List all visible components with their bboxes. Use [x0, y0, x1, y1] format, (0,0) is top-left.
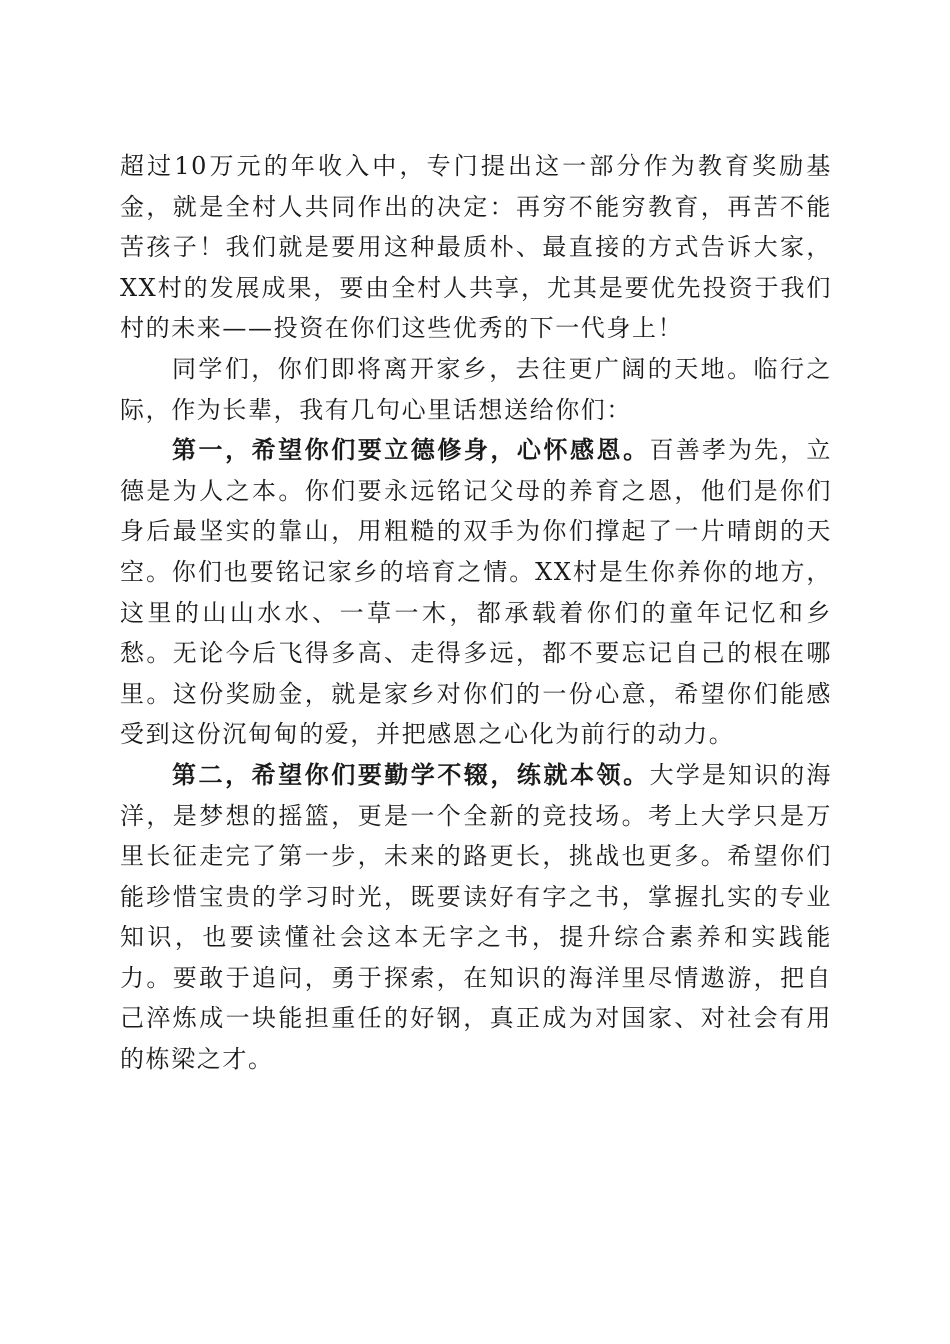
paragraph-point-two [120, 755, 832, 1080]
paragraph-text: 大学是知识的海洋，是梦想的摇篮，更是一个全新的竞技场。考上大学只是万里长征走完了第一步，未来的路更长，挑战也更多。希望你们能珍惜宝贵的学习时光，既要读好有字之书，掌握扎实的专业知识，也要读懂社会这本无字之书，提升综合素养和实践能力。要敢于追问，勇于探索，在知识的海洋里尽情遨游，把自己淬炼成一块能担重任的好钢，真正成为对国家、对社会有用的栋梁之才。 [120, 760, 833, 1074]
paragraph-text: 同学们，你们即将离开家乡，去往更广阔的天地。临行之际，作为长辈，我有几句心里话想送给你们： [120, 354, 832, 424]
paragraph-lead-heading: 第一，希望你们要立德修身，心怀感恩。 [172, 435, 650, 465]
paragraph-address-students [120, 349, 832, 430]
paragraph-point-one [120, 430, 832, 755]
paragraph-text: 超过10万元的年收入中，专门提出这一部分作为教育奖励基金，就是全村人共同作出的决定：再穷不能穷教育，再苦不能苦孩子！我们就是要用这种最质朴、最直接的方式告诉大家，XX村的发展成果，要由全村人共享，尤其是要优先投资于我们村的未来——投资在你们这些优秀的下一代身上！ [120, 152, 832, 343]
paragraph-lead-heading: 第二，希望你们要勤学不辍，练就本领。 [172, 759, 650, 789]
paragraph-text: 百善孝为先，立德是为人之本。你们要永远铭记父母的养育之恩，他们是你们身后最坚实的靠山，用粗糙的双手为你们撑起了一片晴朗的天空。你们也要铭记家乡的培育之情。XX村是生你养你的地方，这里的山山水水、一草一木，都承载着你们的童年记忆和乡愁。无论今后飞得多高、走得多远，都不要忘记自己的根在哪里。这份奖励金，就是家乡对你们的一份心意，希望你们能感受到这份沉甸甸的爱，并把感恩之心化为前行的动力。 [120, 436, 833, 749]
document-page [120, 146, 832, 1080]
paragraph-continuation [120, 146, 832, 349]
